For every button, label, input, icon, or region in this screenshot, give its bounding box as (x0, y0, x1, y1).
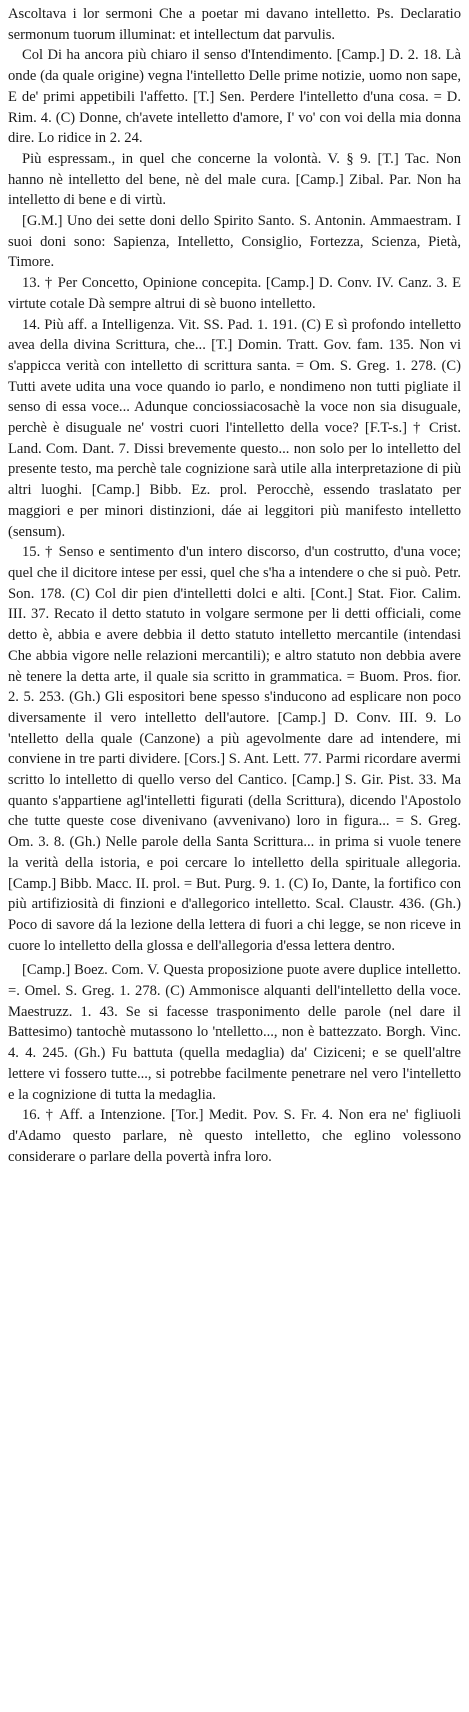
paragraph-sense-15: 15. † Senso e sentimento d'un intero discorso, d'un costrutto, d'una voce; quel che il dicitore intese per essi, quel che s'ha a intendere o che si può. Petr. Son. 178. (C) Col dir pien d'intelletti dolci e alti. [Cont.] Stat. Fior. Calim. III. 37. Recato il detto statuto in volgare sermone per li detti officiali, come detto è, abbia e avere debbia il detto statuto intelletto mercantile (intendasi Che abbia vigore nelle relazioni mercantili); e altro statuto non debbia avere nè tenere la detta arte, il quale sia scritto in grammatica. = Buom. Pros. fior. 2. 5. 253. (Gh.) Gli espositori bene spesso s'inducono ad esplicare non poco diversamente il vero intelletto dell'autore. [Camp.] D. Conv. III. 9. Lo 'ntelletto della quale (Canzone) a più agevolmente dare ad intendere, mi conviene in tre parti dividere. [Cors.] S. Ant. Lett. 77. Parmi ricordare avermi scritto lo intelletto di quello verso del Cantico. [Camp.] S. Gir. Pist. 33. Ma quanto s'appartiene agl'intelletti figurati (della Scrittura), dicendo l'Apostolo che tutte queste cose divenivano (avvenivano) loro in figura... = S. Greg. Om. 3. 8. (Gh.) Nelle parole della Santa Scrittura... in prima si vuole tenere la verità della istoria, e poi cercare lo intelletto della spirituale allegoria. [Camp.] Bibb. Macc. II. prol. = But. Purg. 9. 1. (C) Io, Dante, la fortifico con più artifiziosità di finzioni e d'allegorico intelletto. Scal. Claustr. 436. (Gh.) Poco di savore dá la lezione della lettera di fuori a chi legge, se non riceve in cuore lo intelletto della glossa e dell'allegoria d'essa lettera dentro. (8, 544, 461, 954)
paragraph-sense-16: 16. † Aff. a Intenzione. [Tor.] Medit. Pov. S. Fr. 4. Non era ne' figliuoli d'Adamo questo parlare, nè questo intelletto, che eglino volessono considerare o parlare della povertà infra loro. (8, 1107, 461, 1165)
paragraph-doni-spirito-santo: [G.M.] Uno dei sette doni dello Spirito Santo. S. Antonin. Ammaestram. I suoi doni sono: Sapienza, Intelletto, Consiglio, Fortezza, Scienza, Pietà, Timore. (8, 213, 461, 271)
paragraph-intro: Ascoltava i lor sermoni Che a poetar mi davano intelletto. Ps. Declaratio sermonum tuorum illuminat: et intellectum dat parvulis. (8, 6, 461, 43)
dictionary-column (8, 4, 461, 1167)
paragraph-sense-14: 14. Più aff. a Intelligenza. Vit. SS. Pad. 1. 191. (C) E sì profondo intelletto avea della divina Scrittura, che... [T.] Domin. Tratt. Gov. fam. 135. Non vi s'appicca verità con intelletto di scrittura santa. = Om. S. Greg. 1. 278. (C) Tutti avete udita una voce quando io parlo, e nondimeno non tutti pigliate il senso di essa voce... Adunque conciossiacosachè la voce non sia disuguale, perchè è disuguale ne' vostri cuori l'intelletto della voce? [F.T-s.] † Crist. Land. Com. Dant. 7. Dissi brevemente questo... non solo per lo intelletto del presente testo, ma perchè tale cognizione sarà utile alla interpretazione di più altri luoghi. [Camp.] Bibb. Ez. prol. Perocchè, essendo traslatato per maggiori e per minori distinzioni, dáe ai leggitori più manifesto intelletto (sensum). (8, 316, 461, 540)
paragraph-sense-13: 13. † Per Concetto, Opinione concepita. [Camp.] D. Conv. IV. Canz. 3. E virtute cotale Dà sempre altrui di sè buono intelletto. (8, 275, 461, 312)
paragraph-boezio: [Camp.] Boez. Com. V. Questa proposizione puote avere duplice intelletto. =. Omel. S. Greg. 1. 278. (C) Ammonisce alquanti dell'intelletto della voce. Maestruzz. 1. 43. Se si facesse trasponimento delle parole (nel dare il Battesimo) tantochè mutassono lo 'ntelletto..., non è battezzato. Borgh. Vinc. 4. 4. 245. (Gh.) Fu battuta (quella medaglia) da' Ciziceni; e se quell'altre lettere vi fossero tutte..., si potrebbe facilmente penetrare nel vero l'intelletto e la cognizione di tutta la medaglia. (8, 962, 461, 1103)
paragraph-intendimento: Col Di ha ancora più chiaro il senso d'Intendimento. [Camp.] D. 2. 18. Là onde (da quale origine) vegna l'intelletto Delle prime notizie, uomo non sape, E de' primi appetibili l'affetto. [T.] Sen. Perdere l'intelletto d'una cosa. = D. Rim. 4. (C) Donne, ch'avete intelletto d'amore, I' vo' con voi della mia donna dire. Lo ridice in 2. 24. (8, 47, 461, 147)
paragraph-volonta: Più espressam., in quel che concerne la volontà. V. § 9. [T.] Tac. Non hanno nè intelletto del bene, nè del male cura. [Camp.] Zibal. Par. Non ha intelletto di bene e di virtù. (8, 150, 461, 209)
